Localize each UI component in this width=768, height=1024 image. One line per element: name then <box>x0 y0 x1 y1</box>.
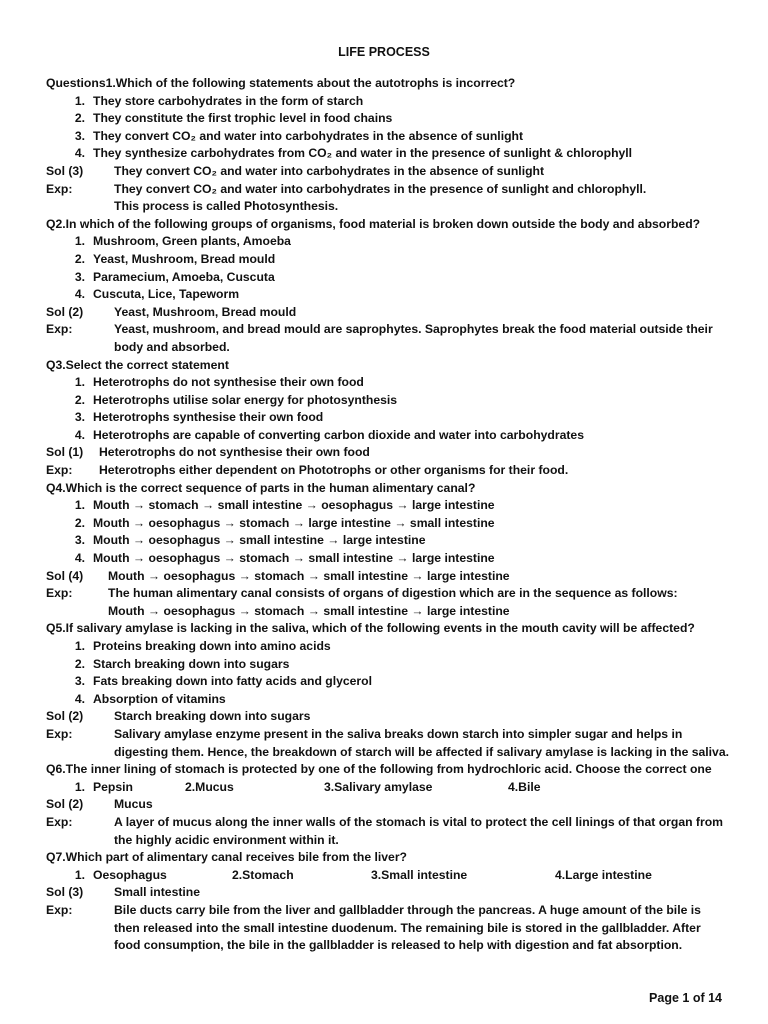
option-number: 1. <box>74 867 85 882</box>
option-text: 4.Bile <box>508 779 541 794</box>
question-6 <box>46 761 730 849</box>
option-text: Absorption of vitamins <box>93 691 226 706</box>
explanation-label: Exp: <box>46 586 73 601</box>
question-3 <box>46 357 730 480</box>
solution-text: Starch breaking down into sugars <box>114 709 311 724</box>
option-text: Pepsin <box>93 779 133 794</box>
question-text: Questions1.Which of the following statements about the autotrophs is incorrect? <box>46 76 516 90</box>
question-2 <box>46 216 730 357</box>
solution <box>46 568 730 586</box>
option-text: Mouth → oesophagus → small intestine → large intestine <box>93 533 426 548</box>
question-text: Q2.In which of the following groups of organisms, food material is broken down outside the body and absorbed? <box>46 216 701 231</box>
solution-label: Sol (4) <box>46 568 84 583</box>
solution <box>46 884 730 902</box>
option-text: 2.Mucus <box>185 779 234 794</box>
option-text: Yeast, Mushroom, Bread mould <box>93 251 276 266</box>
document-body <box>46 75 730 955</box>
explanation-label: Exp: <box>46 322 73 337</box>
explanation-sequence: Mouth → oesophagus → stomach → small intestine → large intestine <box>108 603 510 618</box>
option-text: Oesophagus <box>93 867 167 882</box>
question-text: Q7.Which part of alimentary canal receives bile from the liver? <box>46 850 408 865</box>
explanation-label: Exp: <box>46 726 73 741</box>
solution-text: Mucus <box>114 797 153 812</box>
solution-label: Sol (2) <box>46 304 84 319</box>
option: 3. They convert CO₂ and water into carbohydrates in the absence of sunlight <box>46 128 730 146</box>
explanation-text: A layer of mucus along the inner walls of the stomach is vital to protect the cell linings of that organ from the highly acidic environment within it. <box>114 814 724 847</box>
explanation-label: Exp: <box>46 463 73 478</box>
option: 3. Heterotrophs synthesise their own food <box>46 409 730 427</box>
option-text: Proteins breaking down into amino acids <box>93 639 331 653</box>
option-text: Heterotrophs are capable of converting carbon dioxide and water into carbohydrates <box>93 427 584 442</box>
explanation <box>46 585 730 603</box>
option-text: 3.Salivary amylase <box>324 779 433 794</box>
option: 3. Mouth → oesophagus → small intestine → large intestine <box>46 532 730 550</box>
explanation-label: Exp: <box>46 902 73 917</box>
option-text: Cuscuta, Lice, Tapeworm <box>93 287 240 302</box>
explanation <box>46 726 730 761</box>
solution <box>46 708 730 726</box>
option: 1. Mouth → stomach → small intestine → oesophagus → large intestine <box>46 497 730 515</box>
question-5 <box>46 620 730 761</box>
explanation-text: Salivary amylase enzyme present in the saliva breaks down starch into simpler sugar and helps in digesting them. Hence, the breakdown of starch will be affected if salivary amylase is lacking in the saliva. <box>114 726 729 759</box>
question-4 <box>46 480 730 621</box>
page-number: Page 1 of 14 <box>649 991 722 1005</box>
option: 1. Proteins breaking down into amino acids <box>46 638 730 656</box>
option: 1. Mushroom, Green plants, Amoeba <box>46 233 730 251</box>
solution-label: Sol (2) <box>46 797 84 812</box>
question-7 <box>46 849 730 955</box>
option: 4. Cuscuta, Lice, Tapeworm <box>46 286 730 304</box>
option: 2. They constitute the first trophic level in food chains <box>46 110 730 128</box>
solution <box>46 444 730 462</box>
page-title: LIFE PROCESS <box>338 45 430 59</box>
explanation <box>46 321 730 356</box>
solution-label: Sol (2) <box>46 709 84 724</box>
solution <box>46 163 730 181</box>
option-number: 1. <box>74 779 85 794</box>
option-text: They constitute the first trophic level in food chains <box>93 111 393 126</box>
question-1 <box>46 75 730 216</box>
option: 4. Mouth → oesophagus → stomach → small intestine → large intestine <box>46 550 730 568</box>
explanation <box>46 181 730 216</box>
explanation-text: Yeast, mushroom, and bread mould are saprophytes. Saprophytes break the food material outside their body and absorbed. <box>114 322 713 354</box>
option: 2. Yeast, Mushroom, Bread mould <box>46 251 730 269</box>
explanation-label: Exp: <box>46 814 73 829</box>
solution-label: Sol (1) <box>46 445 84 460</box>
solution-label: Sol (3) <box>46 163 84 178</box>
option-text: Fats breaking down into fatty acids and glycerol <box>93 674 373 689</box>
option: 4. They synthesize carbohydrates from CO₂ and water in the presence of sunlight & chlorophyll <box>46 145 730 163</box>
option-text: 3.Small intestine <box>371 867 468 882</box>
explanation-text: The human alimentary canal consists of organs of digestion which are in the sequence as follows: <box>108 586 678 601</box>
explanation-text: Heterotrophs either dependent on Phototrophs or other organisms for their food. <box>99 463 569 478</box>
question-text: Q3.Select the correct statement <box>46 357 229 372</box>
option-text: Heterotrophs do not synthesise their own food <box>93 375 364 390</box>
question-text: Q6.The inner lining of stomach is protected by one of the following from hydrochloric acid. Choose the correct one <box>46 762 712 777</box>
solution-text: Heterotrophs do not synthesise their own food <box>99 445 370 460</box>
option: 1. They store carbohydrates in the form of starch <box>46 93 730 111</box>
options-row <box>46 779 730 797</box>
solution-text: Mouth → oesophagus → stomach → small intestine → large intestine <box>108 568 510 583</box>
explanation-text: Bile ducts carry bile from the liver and gallbladder through the pancreas. A huge amount of the bile is then released into the small intestine duodenum. The remaining bile is stored in the gallbladder. After food consumption, the bile in the gallbladder is released to help with digestion and fat absorption. <box>114 902 701 953</box>
option-text: They store carbohydrates in the form of starch <box>93 93 364 108</box>
option-text: Mouth → oesophagus → stomach → large intestine → small intestine <box>93 515 495 530</box>
option-text: 2.Stomach <box>232 867 294 882</box>
option-text: Mouth → stomach → small intestine → oesophagus → large intestine <box>93 498 495 513</box>
option: 3. Paramecium, Amoeba, Cuscuta <box>46 269 730 287</box>
solution-label: Sol (3) <box>46 885 84 900</box>
solution <box>46 796 730 814</box>
option: 2. Starch breaking down into sugars <box>46 656 730 674</box>
solution-text: Small intestine <box>114 885 201 900</box>
option: 4. Heterotrophs are capable of converting carbon dioxide and water into carbohydrates <box>46 427 730 445</box>
explanation-text: They convert CO₂ and water into carbohydrates in the presence of sunlight and chlorophyll. This process is called Photosynthesis. <box>114 181 647 214</box>
question-text: Q4.Which is the correct sequence of parts in the human alimentary canal? <box>46 480 476 495</box>
option-text: 4.Large intestine <box>555 867 652 882</box>
option-text: Starch breaking down into sugars <box>93 656 290 671</box>
option-text: Heterotrophs utilise solar energy for photosynthesis <box>93 392 398 407</box>
option-text: Heterotrophs synthesise their own food <box>93 410 324 425</box>
explanation <box>46 462 730 480</box>
explanation-label: Exp: <box>46 181 73 196</box>
question-text: Q5.If salivary amylase is lacking in the saliva, which of the following events in the mouth cavity will be affected? <box>46 621 695 636</box>
option-text: Mouth → oesophagus → stomach → small intestine → large intestine <box>93 551 495 566</box>
option: 2. Mouth → oesophagus → stomach → large intestine → small intestine <box>46 515 730 533</box>
options-row <box>46 867 730 885</box>
solution-text: They convert CO₂ and water into carbohydrates in the absence of sunlight <box>114 163 545 178</box>
option: 2. Heterotrophs utilise solar energy for photosynthesis <box>46 392 730 410</box>
option-text: Paramecium, Amoeba, Cuscuta <box>93 269 275 284</box>
solution-text: Yeast, Mushroom, Bread mould <box>114 304 297 319</box>
explanation <box>46 902 730 955</box>
option: 1. Heterotrophs do not synthesise their own food <box>46 374 730 392</box>
option: 3. Fats breaking down into fatty acids and glycerol <box>46 673 730 691</box>
option-text: They synthesize carbohydrates from CO₂ and water in the presence of sunlight & chlorophyll <box>93 146 633 161</box>
option-text: They convert CO₂ and water into carbohydrates in the absence of sunlight <box>93 128 524 143</box>
explanation <box>46 814 730 849</box>
option: 4. Absorption of vitamins <box>46 691 730 709</box>
solution <box>46 304 730 322</box>
option-text: Mushroom, Green plants, Amoeba <box>93 234 291 249</box>
